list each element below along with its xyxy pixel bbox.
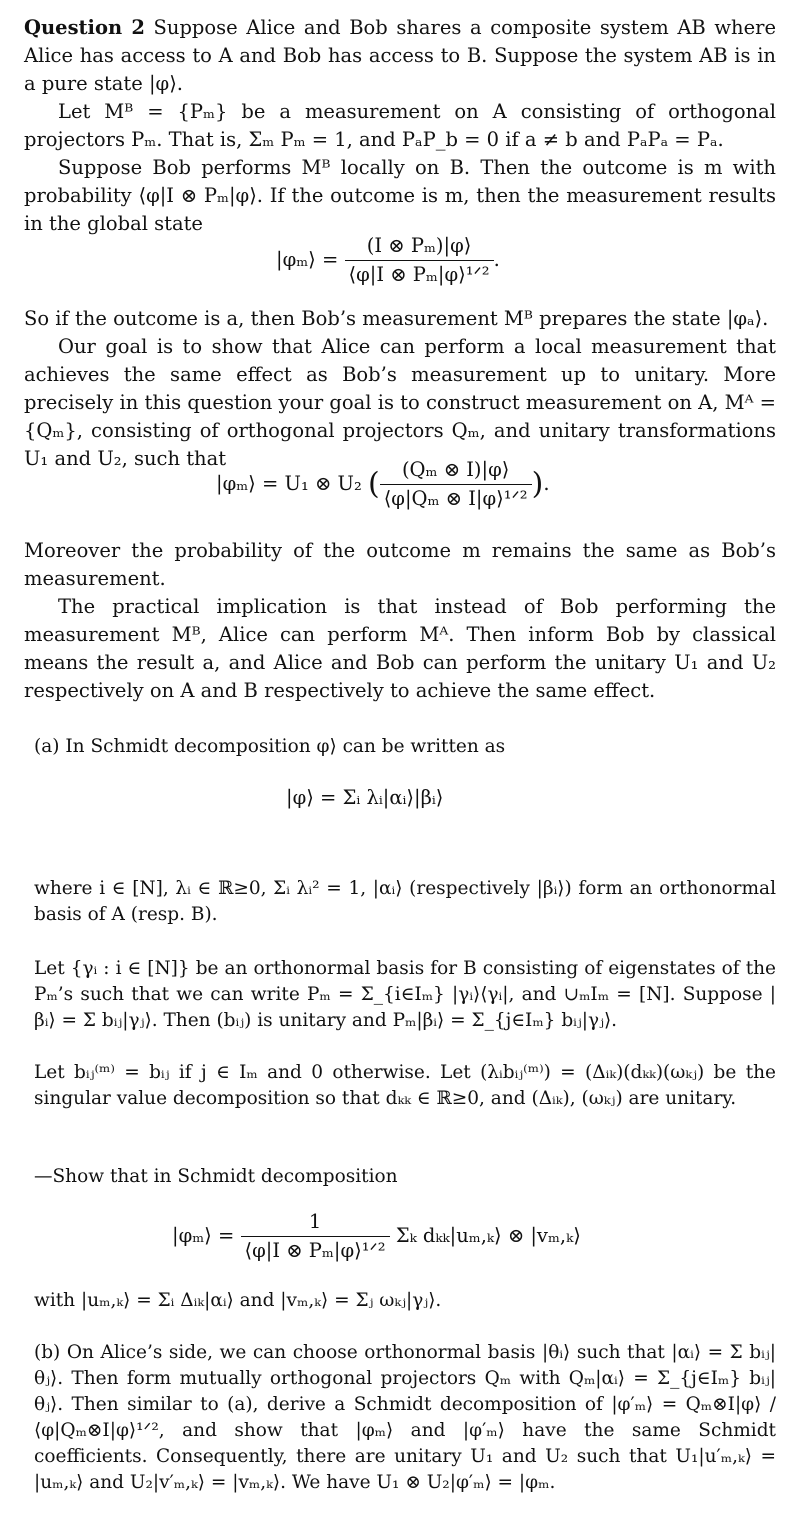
equation-lhs: |φₘ⟩ = bbox=[276, 248, 339, 271]
equation-schmidt-phi-m bbox=[172, 1208, 581, 1265]
equation-numerator: 1 bbox=[241, 1208, 390, 1237]
equation-lhs: |φₘ⟩ = bbox=[172, 1224, 235, 1247]
part-a-where: where i ∈ [N], λᵢ ∈ ℝ≥0, Σᵢ λᵢ² = 1, |αᵢ⟩ (respectively |βᵢ⟩) form an orthonormal basis of A (resp. B). bbox=[34, 878, 776, 925]
equation-period: . bbox=[543, 472, 550, 495]
part-a-intro: (a) In Schmidt decomposition φ⟩ can be written as bbox=[34, 736, 506, 757]
question-paragraph-2: Let Mᴮ = {Pₘ} be a measurement on A consisting of orthogonal projectors Pₘ. That is, Σₘ Pₘ = 1, and PₐP_b = 0 if a ≠ b and PₐPₐ = Pₐ. bbox=[24, 100, 776, 151]
equation-denominator: ⟨φ|I ⊗ Pₘ|φ⟩¹ᐟ² bbox=[348, 263, 490, 286]
equation-goal bbox=[216, 456, 550, 513]
question-paragraph-3: Suppose Bob performs Mᴮ locally on B. Then the outcome is m with probability ⟨φ|I ⊗ Pₘ|φ⟩. If the outcome is m, then the measurement results in the global state bbox=[24, 156, 776, 235]
question-paragraph-7: The practical implication is that instead of Bob performing the measurement Mᴮ, Alice can perform Mᴬ. Then inform Bob by classical means the result a, and Alice and Bob can perform the unitary U₁ and U₂ respectively on A and B respectively to achieve the same effect. bbox=[24, 595, 776, 702]
equation-fraction bbox=[241, 1208, 390, 1265]
equation-period: . bbox=[493, 248, 500, 271]
equation-schmidt: |φ⟩ = Σᵢ λᵢ|αᵢ⟩|βᵢ⟩ bbox=[286, 786, 444, 809]
equation-numerator: (Qₘ ⊗ I)|φ⟩ bbox=[380, 456, 532, 485]
equation-global-state bbox=[276, 232, 500, 289]
equation-numerator: (I ⊗ Pₘ)|φ⟩ bbox=[345, 232, 494, 261]
equation-fraction bbox=[345, 232, 494, 289]
question-paragraph-4: So if the outcome is a, then Bob’s measurement Mᴮ prepares the state |φₐ⟩. bbox=[24, 307, 769, 330]
question-intro: Suppose Alice and Bob shares a composite system AB where Alice has access to A and Bob has access to B. Suppose the system AB is in a pure state |φ⟩. bbox=[24, 16, 776, 95]
question-label: Question 2 bbox=[24, 16, 145, 39]
equation-denominator: ⟨φ|Qₘ ⊗ I|φ⟩¹ᐟ² bbox=[383, 487, 528, 510]
equation-denominator: ⟨φ|I ⊗ Pₘ|φ⟩¹ᐟ² bbox=[244, 1239, 386, 1262]
question-paragraph-1 bbox=[24, 14, 776, 98]
part-a-gamma: Let {γᵢ : i ∈ [N]} be an orthonormal basis for B consisting of eigenstates of the Pₘ’s such that we can write Pₘ = Σ_{i∈Iₘ} |γᵢ⟩⟨γᵢ|, and ∪ₘIₘ = [N]. Suppose |βᵢ⟩ = Σ bᵢⱼ|γⱼ⟩. Then (bᵢⱼ) is unitary and Pₘ|βᵢ⟩ = Σ_{j∈Iₘ} bᵢⱼ|γⱼ⟩. bbox=[34, 958, 776, 1031]
left-paren: ( bbox=[367, 466, 380, 502]
part-a-show: —Show that in Schmidt decomposition bbox=[34, 1166, 398, 1187]
part-a-with: with |uₘ,ₖ⟩ = Σᵢ Δᵢₖ|αᵢ⟩ and |vₘ,ₖ⟩ = Σⱼ ωₖⱼ|γⱼ⟩. bbox=[34, 1290, 442, 1311]
question-paragraph-6: Moreover the probability of the outcome m remains the same as Bob’s measurement. bbox=[24, 539, 776, 590]
equation-fraction bbox=[380, 456, 532, 513]
question-paragraph-5: Our goal is to show that Alice can perform a local measurement that achieves the same effect as Bob’s measurement up to unitary. More precisely in this question your goal is to construct measurement on A, Mᴬ = {Qₘ}, consisting of orthogonal projectors Qₘ, and unitary transformations U₁ and U₂, such that bbox=[24, 335, 776, 470]
right-paren: ) bbox=[531, 466, 544, 502]
equation-rhs: Σₖ dₖₖ|uₘ,ₖ⟩ ⊗ |vₘ,ₖ⟩ bbox=[395, 1224, 581, 1247]
part-b-text: (b) On Alice’s side, we can choose orthonormal basis |θᵢ⟩ such that |αᵢ⟩ = Σ bᵢⱼ|θⱼ⟩. Then form mutually orthogonal projectors Qₘ with Qₘ|αᵢ⟩ = Σ_{j∈Iₘ} bᵢⱼ|θⱼ⟩. Then similar to (a), derive a Schmidt decomposition of |φ′ₘ⟩ = Qₘ⊗I|φ⟩ / ⟨φ|Qₘ⊗I|φ⟩¹ᐟ², and show that |φₘ⟩ and |φ′ₘ⟩ have the same Schmidt coefficients. Consequently, there are unitary U₁ and U₂ such that U₁|u′ₘ,ₖ⟩ = |uₘ,ₖ⟩ and U₂|v′ₘ,ₖ⟩ = |vₘ,ₖ⟩. We have U₁ ⊗ U₂|φ′ₘ⟩ = |φₘ. bbox=[34, 1342, 776, 1493]
part-a-svd: Let bᵢⱼ⁽ᵐ⁾ = bᵢⱼ if j ∈ Iₘ and 0 otherwise. Let (λᵢbᵢⱼ⁽ᵐ⁾) = (Δᵢₖ)(dₖₖ)(ωₖⱼ) be the singular value decomposition so that dₖₖ ∈ ℝ≥0, and (Δᵢₖ), (ωₖⱼ) are unitary. bbox=[34, 1062, 776, 1109]
equation-lhs: |φₘ⟩ = U₁ ⊗ U₂ bbox=[216, 472, 362, 495]
